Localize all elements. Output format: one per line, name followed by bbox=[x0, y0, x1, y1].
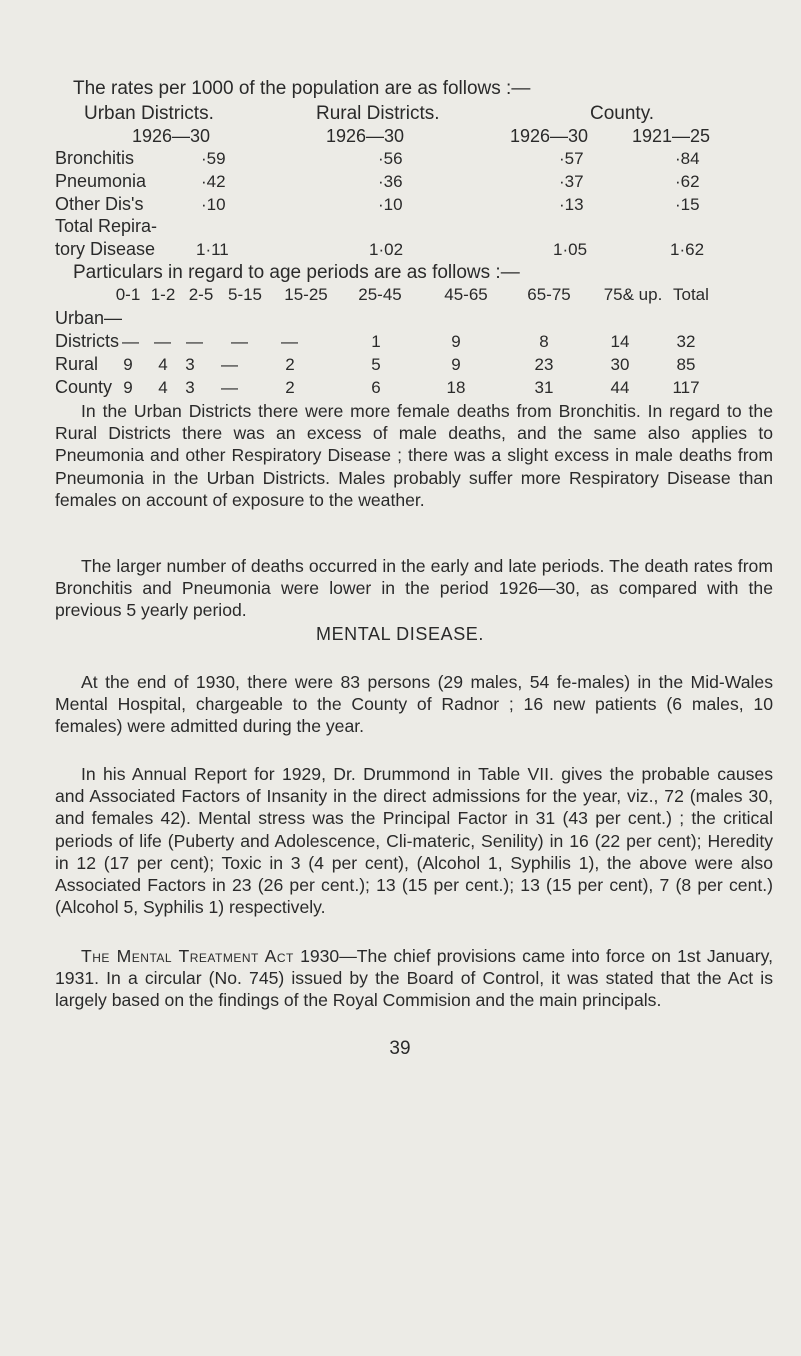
row-label: Bronchitis bbox=[55, 148, 135, 168]
age-row-label: Rural bbox=[55, 354, 99, 374]
rate-cell: ·36 bbox=[378, 172, 403, 191]
header-rural: Rural Districts. bbox=[316, 103, 440, 124]
rate-cell: 1·62 bbox=[670, 240, 705, 259]
rate-cell: ·62 bbox=[675, 172, 700, 191]
section-heading-mental: MENTAL DISEASE. bbox=[315, 624, 485, 644]
age-cell: 5 bbox=[371, 355, 381, 374]
age-cell: 117 bbox=[672, 378, 700, 397]
age-header: 65-75 bbox=[527, 285, 571, 304]
row-label: Other Dis's bbox=[55, 194, 144, 214]
act-text: 1930—The chief provisions came into force on 1st January, 1931. In a circular (No. 745) issued by the Board of Control, it was stated that the Act is largely based on the findings of the Royal Commision and the main principals. bbox=[55, 946, 773, 1011]
rate-cell: ·10 bbox=[201, 195, 226, 214]
page-number: 39 bbox=[389, 1038, 411, 1059]
age-cell: 9 bbox=[451, 332, 461, 351]
rate-cell: ·13 bbox=[559, 195, 584, 214]
age-cell: 4 bbox=[158, 355, 168, 374]
paragraph-respiratory: In the Urban Districts there were more female deaths from Bronchitis. In regard to the Rural Districts there was an excess of male deaths, and the same also applies to Pneumonia and other Respiratory Disease ; there was a slight excess in male deaths from Pneumonia in the Urban Districts. Males probably suffer more Respiratory Disease than females on account of exposure to the weather. bbox=[55, 401, 773, 510]
age-group-label: Urban— bbox=[55, 308, 123, 328]
header-urban: Urban Districts. bbox=[84, 103, 214, 124]
age-cell: 8 bbox=[539, 332, 549, 351]
rate-cell: 1·02 bbox=[369, 240, 404, 259]
age-cell: — bbox=[186, 332, 203, 351]
age-cell: 14 bbox=[610, 332, 630, 351]
age-cell: 85 bbox=[676, 355, 696, 374]
age-header: 15-25 bbox=[284, 285, 328, 304]
age-header: 2-5 bbox=[188, 285, 214, 304]
age-cell: 2 bbox=[285, 378, 295, 397]
age-header: 1-2 bbox=[150, 285, 176, 304]
period-rural: 1926—30 bbox=[326, 126, 405, 146]
row-label: Total Repira- bbox=[55, 216, 158, 236]
age-cell: 9 bbox=[123, 378, 133, 397]
age-cell: 9 bbox=[451, 355, 461, 374]
age-cell: — bbox=[221, 378, 238, 397]
age-cell: 3 bbox=[185, 355, 195, 374]
age-cell: 18 bbox=[446, 378, 466, 397]
period-county-a: 1926—30 bbox=[510, 126, 589, 146]
paragraph-age-periods: The larger number of deaths occurred in the early and late periods. The death rates from Bronchitis and Pneumonia were lower in the period 1926—30, as compared with the previous 5 yearly period. bbox=[55, 556, 773, 621]
rate-cell: ·42 bbox=[201, 172, 226, 191]
rate-cell: ·59 bbox=[201, 149, 226, 168]
paragraph-mental-hospital: At the end of 1930, there were 83 persons (29 males, 54 fe-males) in the Mid-Wales Mental Hospital, chargeable to the County of Radnor ; 16 new patients (6 males, 10 females) were admitted during the year. bbox=[55, 672, 773, 737]
age-cell: — bbox=[154, 332, 171, 351]
age-cell: 31 bbox=[534, 378, 554, 397]
rate-cell: ·10 bbox=[378, 195, 403, 214]
age-cell: 44 bbox=[610, 378, 630, 397]
paragraph-annual-report: In his Annual Report for 1929, Dr. Drummond in Table VII. gives the probable causes and Associated Factors of Insanity in the direct admissions for the year, viz., 72 (males 30, and females 42). Mental stress was the Principal Factor in 31 (43 per cent.) ; the critical periods of life (Puberty and Adolescence, Cli-materic, Senility) in 16 (22 per cent); Heredity in 12 (17 per cent); Toxic in 3 (4 per cent), (Alcohol 1, Syphilis 1), the above were also Associated Factors in 23 (26 per cent.); 13 (15 per cent.); 13 (15 per cent), 7 (8 per cent.) (Alcohol 5, Syphilis 1) respectively. bbox=[55, 764, 773, 918]
age-intro-text: Particulars in regard to age periods are as follows :— bbox=[73, 262, 520, 283]
age-cell: 6 bbox=[371, 378, 381, 397]
period-county-b: 1921—25 bbox=[632, 126, 711, 146]
age-cell: — bbox=[221, 355, 238, 374]
age-cell: 3 bbox=[185, 378, 195, 397]
paragraph-treatment-act bbox=[55, 945, 773, 1012]
age-cell: 2 bbox=[285, 355, 295, 374]
age-header: 45-65 bbox=[444, 285, 488, 304]
rate-cell: ·37 bbox=[559, 172, 584, 191]
rate-cell: ·84 bbox=[675, 149, 700, 168]
age-cell: 4 bbox=[158, 378, 168, 397]
age-cell: — bbox=[281, 332, 298, 351]
age-cell: — bbox=[231, 332, 248, 351]
act-title: The Mental Treatment Act bbox=[81, 946, 294, 966]
age-cell: 30 bbox=[610, 355, 630, 374]
age-row-label: Districts bbox=[55, 331, 119, 351]
rate-cell: ·15 bbox=[675, 195, 700, 214]
age-cell: 23 bbox=[534, 355, 554, 374]
age-header: 5-15 bbox=[227, 285, 263, 304]
age-header: 25-45 bbox=[358, 285, 402, 304]
rate-cell: 1·05 bbox=[553, 240, 588, 259]
age-header: 75& up. bbox=[603, 285, 663, 304]
intro-text: The rates per 1000 of the population are as follows :— bbox=[73, 78, 531, 99]
age-cell: 1 bbox=[371, 332, 381, 351]
row-label: Pneumonia bbox=[55, 171, 147, 191]
period-urban: 1926—30 bbox=[132, 126, 211, 146]
rate-cell: ·57 bbox=[559, 149, 584, 168]
header-county: County. bbox=[590, 103, 655, 124]
age-cell: — bbox=[122, 332, 139, 351]
rate-cell: 1·11 bbox=[196, 240, 229, 259]
age-cell: 32 bbox=[676, 332, 696, 351]
age-header: 0-1 bbox=[115, 285, 141, 304]
rate-cell: ·56 bbox=[378, 149, 403, 168]
row-label: tory Disease bbox=[55, 239, 156, 259]
age-header: Total bbox=[673, 285, 709, 304]
age-cell: 9 bbox=[123, 355, 133, 374]
age-row-label: County bbox=[55, 377, 113, 397]
